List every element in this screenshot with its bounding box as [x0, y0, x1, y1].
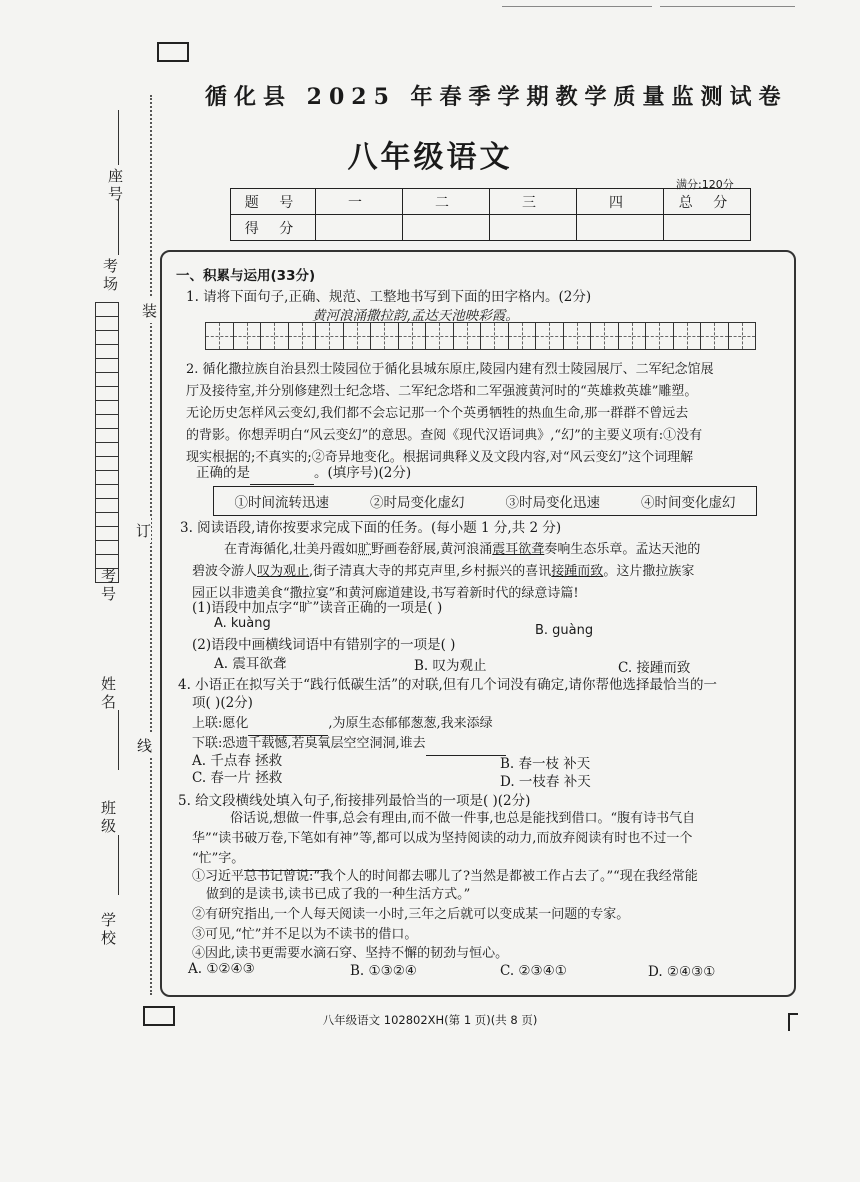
q4-option-d[interactable]: D. 一枝春 补天	[500, 774, 591, 790]
q3-sub2-option-c[interactable]: C. 接踵而致	[618, 660, 691, 676]
q3-text: 奏响生态乐章。孟达天池的	[544, 542, 701, 557]
label-class: 班级	[99, 800, 117, 836]
tianzi-cell[interactable]	[645, 322, 674, 350]
name-blank[interactable]	[118, 710, 119, 770]
q3-passage-line-2	[192, 561, 694, 583]
score-cell: 三	[490, 189, 577, 215]
top-rule-1	[502, 6, 652, 7]
page-footer: 八年级语文 102802XH(第 1 页)(共 8 页)	[322, 1013, 538, 1027]
tianzi-cell[interactable]	[288, 322, 317, 350]
q2-line-2: 厅及接待室,并分别修建烈士纪念塔、二军纪念塔和二军强渡黄河时的“英雄救英雄”雕塑。	[186, 384, 698, 399]
q2-line-4: 的背影。你想弄明白“风云变幻”的意思。查阅《现代汉语词典》,“幻”的主要义项有:①没有	[186, 428, 703, 443]
tianzi-cell[interactable]	[453, 322, 482, 350]
seat-blank[interactable]	[118, 110, 119, 165]
score-input-cell[interactable]	[490, 215, 577, 241]
tianzi-cell[interactable]	[260, 322, 289, 350]
q3-sub2: (2)语段中画横线词语中有错别字的一项是( )	[192, 637, 456, 653]
score-input-cell[interactable]	[577, 215, 664, 241]
tianzi-cell[interactable]	[205, 322, 234, 350]
q3-passage-line-3: 园正以非遗美食“撒拉宴”和黄河廊道建设,书写着新时代的绿意诗篇!	[192, 586, 579, 601]
q5-option-c[interactable]: C. ②③④①	[500, 963, 567, 979]
corner-mark-top	[157, 42, 189, 62]
q4-option-b[interactable]: B. 春一枝 补天	[500, 756, 591, 772]
score-table-header-row	[231, 189, 751, 215]
q2-line-3: 无论历史怎样风云变幻,我们都不会忘记那一个个英勇牺牲的热血生命,那一群群不曾远去	[186, 406, 689, 421]
label-exam-no: 考号	[99, 568, 117, 604]
tianzi-cell[interactable]	[728, 322, 757, 350]
binding-mark-ding: 订	[136, 518, 151, 543]
q3-sub2-option-a[interactable]: A. 震耳欲聋	[214, 656, 287, 672]
q5-sentence-1a: ①习近平总书记曾说:“我个人的时间都去哪儿了?当然是都被工作占去了。”“现在我经常能	[192, 869, 698, 884]
q3-sub2-option-b[interactable]: B. 叹为观止	[414, 658, 487, 674]
q4-text: 下联:恐遗千载憾,若臭氧层空空洞洞,谁去	[192, 736, 426, 751]
q4-line-2: 项( )(2分)	[192, 695, 253, 711]
q3-text: 野画卷舒展,黄河浪涌	[371, 542, 493, 557]
q4-text: 上联:愿化	[192, 716, 249, 731]
q5-passage-line-1: 俗话说,想做一件事,总会有理由,而不做一件事,也总是能找到借口。“腹有诗书气自	[230, 811, 696, 826]
q5-sentence-1b: 做到的是读书,读书已成了我的一种生活方式。”	[206, 887, 471, 902]
binding-mark-zhuang: 装	[142, 298, 157, 323]
score-cell: 得 分	[231, 215, 316, 241]
q5-text: “忙”字。	[192, 851, 245, 866]
label-seat: 座号	[106, 168, 124, 204]
tianzi-cell[interactable]	[590, 322, 619, 350]
top-rule-2	[660, 6, 795, 7]
score-cell: 一	[316, 189, 403, 215]
q4-lower-blank[interactable]	[426, 733, 506, 756]
q5-passage-line-2: 华”“读书破万卷,下笔如有神”等,都可以成为坚持阅读的动力,而放弃阅读有时也不过一个	[192, 831, 693, 846]
q3-text: 碧波令游人	[192, 564, 258, 579]
q4-option-c[interactable]: C. 春一片 拯救	[192, 770, 283, 786]
tianzi-cell[interactable]	[370, 322, 399, 350]
binding-dotted-line	[150, 95, 152, 995]
score-cell: 四	[577, 189, 664, 215]
score-input-cell[interactable]	[403, 215, 490, 241]
q3-underlined-word: 叹为观止	[257, 564, 310, 579]
q5-option-a[interactable]: A. ①②④③	[188, 961, 255, 977]
q5-option-d[interactable]: D. ②④③①	[648, 964, 716, 980]
tianzi-cell[interactable]	[673, 322, 702, 350]
q5-option-b[interactable]: B. ①③②④	[350, 963, 417, 979]
q3-prompt: 3. 阅读语段,请你按要求完成下面的任务。(每小题 1 分,共 2 分)	[180, 520, 562, 536]
q1-prompt: 1. 请将下面句子,正确、规范、工整地书写到下面的田字格内。(2分)	[186, 289, 592, 305]
label-room: 考场	[101, 258, 119, 294]
q3-text: 。这片撒拉族家	[603, 564, 695, 579]
tianzi-cell[interactable]	[563, 322, 592, 350]
tianzi-cell[interactable]	[425, 322, 454, 350]
score-table-score-row	[231, 215, 751, 241]
q2-option: ①时间流转迅速	[234, 495, 329, 511]
subject-title: 八年级语文	[347, 140, 513, 175]
q2-option: ②时局变化虚幻	[370, 495, 465, 511]
q2-option: ③时局变化迅速	[505, 495, 600, 511]
tianzi-cell[interactable]	[480, 322, 509, 350]
exam-number-grid[interactable]	[95, 302, 119, 583]
q2-line-1: 2. 循化撒拉族自治县烈士陵园位于循化县城东原庄,陵园内建有烈士陵园展厅、二军纪念馆展	[186, 362, 714, 377]
tianzi-cell[interactable]	[315, 322, 344, 350]
q4-line-1: 4. 小语正在拟写关于“践行低碳生活”的对联,但有几个词没有确定,请你帮他选择最恰当的一	[178, 677, 718, 693]
q3-text: ,街子清真大寺的邦克声里,乡村振兴的喜讯	[309, 564, 552, 579]
q5-sentence-3: ③可见,“忙”并不足以为不读书的借口。	[192, 927, 418, 942]
score-input-cell[interactable]	[664, 215, 751, 241]
section-title: 一、积累与运用(33分)	[176, 268, 316, 284]
q3-sub1: (1)语段中加点字“旷”读音正确的一项是( )	[192, 600, 443, 616]
score-cell: 二	[403, 189, 490, 215]
tianzi-cell[interactable]	[398, 322, 427, 350]
class-blank[interactable]	[118, 835, 119, 895]
tianzi-cell[interactable]	[508, 322, 537, 350]
q2-answer-blank[interactable]	[250, 462, 314, 485]
q4-option-a[interactable]: A. 千点春 拯救	[192, 753, 283, 769]
full-score: 满分:120分	[676, 178, 734, 191]
q3-underlined-word: 震耳欲聋	[492, 542, 545, 557]
exam-title: 循化县 2025 年春季学期教学质量监测试卷	[205, 84, 788, 110]
q4-text: ,为原生态郁郁葱葱,我来添绿	[328, 716, 493, 731]
score-input-cell[interactable]	[316, 215, 403, 241]
tianzi-grid[interactable]	[205, 322, 755, 350]
room-blank[interactable]	[118, 200, 119, 255]
q5-prompt: 5. 给文段横线处填入句子,衔接排列最恰当的一项是( )(2分)	[178, 793, 531, 809]
score-cell: 总 分	[664, 189, 751, 215]
tianzi-cell[interactable]	[233, 322, 262, 350]
label-school: 学校	[99, 912, 117, 948]
q3-underlined-word: 接踵而致	[551, 564, 604, 579]
q2-line-5: 现实根据的;不真实的;②奇异地变化。根据词典释义及文段内容,对“风云变幻”这个词理解	[186, 450, 694, 465]
q5-sentence-4: ④因此,读书更需要水滴石穿、坚持不懈的韧劲与恒心。	[192, 946, 509, 961]
tianzi-cell[interactable]	[343, 322, 372, 350]
q2-option: ④时间变化虚幻	[641, 495, 736, 511]
q2-answer-prefix: 正确的是	[196, 465, 250, 481]
binding-mark-xian: 线	[137, 733, 152, 758]
q3-dotted-char: 旷	[358, 542, 372, 557]
score-cell: 题 号	[231, 189, 316, 215]
q1-sentence: 黄河浪涌撒拉韵,孟达天池映彩霞。	[312, 308, 519, 324]
q5-sentence-2: ②有研究指出,一个人每天阅读一小时,三年之后就可以变成某一问题的专家。	[192, 907, 630, 922]
score-table	[230, 188, 751, 241]
label-name: 姓名	[99, 676, 117, 712]
q2-answer-line	[196, 462, 411, 485]
q3-passage-line-1	[224, 539, 700, 561]
q3-sub1-option-a[interactable]: A. kuàng	[214, 616, 271, 631]
tianzi-cell[interactable]	[700, 322, 729, 350]
tianzi-cell[interactable]	[535, 322, 564, 350]
q2-answer-suffix: 。(填序号)(2分)	[314, 465, 412, 481]
q3-text: 在青海循化,壮美丹霞如	[224, 542, 359, 557]
tianzi-cell[interactable]	[618, 322, 647, 350]
q2-options-box	[213, 486, 757, 516]
q3-sub1-option-b[interactable]: B. guàng	[535, 623, 594, 638]
